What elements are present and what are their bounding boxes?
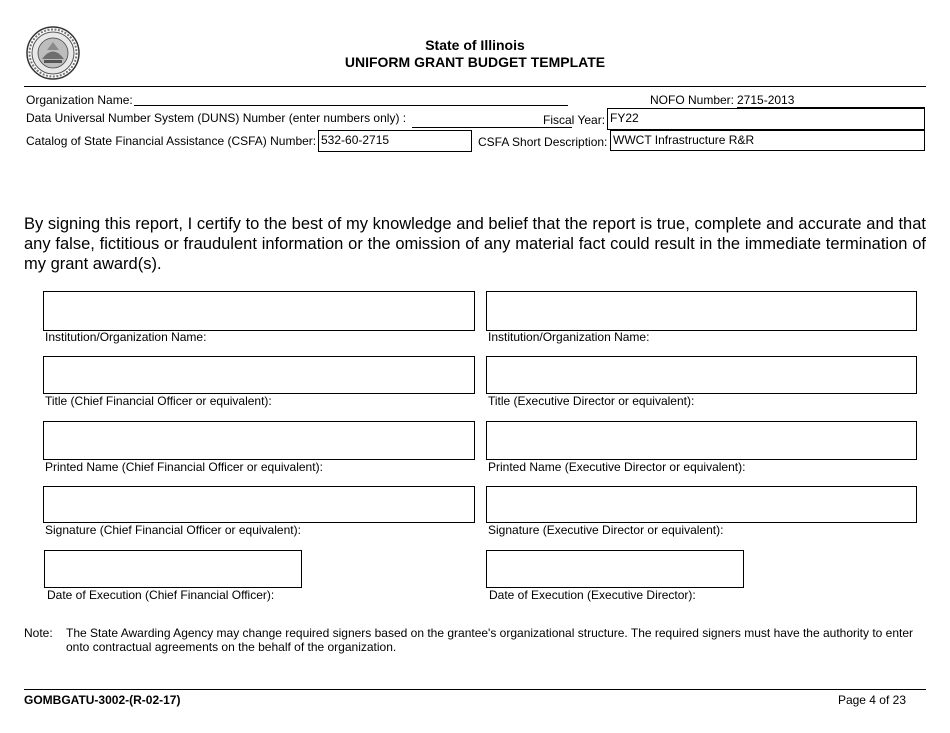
certification-statement: By signing this report, I certify to the best of my knowledge and belief that the report is true, complete and accurate and that any false, fictitious or fraudulent information or the omission of any material fact could result in the immediate termination of my grant award(s). bbox=[24, 215, 926, 273]
director-signature-label: Signature (Executive Director or equivalent): bbox=[488, 523, 724, 537]
header-divider bbox=[24, 86, 926, 87]
state-name: State of Illinois bbox=[425, 37, 525, 53]
director-date-label: Date of Execution (Executive Director): bbox=[489, 588, 696, 602]
nofo-number-label: NOFO Number: bbox=[650, 93, 735, 107]
cfo-printed-name-label: Printed Name (Chief Financial Officer or equivalent): bbox=[45, 460, 323, 474]
cfo-institution-label: Institution/Organization Name: bbox=[45, 330, 207, 344]
director-date-box[interactable] bbox=[486, 550, 744, 588]
page-number: Page 4 of 23 bbox=[837, 693, 906, 707]
cfo-date-label: Date of Execution (Chief Financial Officer): bbox=[47, 588, 275, 602]
director-institution-label: Institution/Organization Name: bbox=[488, 330, 650, 344]
duns-field[interactable] bbox=[412, 127, 572, 128]
footer-divider bbox=[24, 689, 926, 690]
director-title-box[interactable] bbox=[486, 356, 917, 394]
note-label: Note: bbox=[24, 626, 53, 640]
csfa-description-label: CSFA Short Description: bbox=[478, 135, 608, 149]
organization-name-label: Organization Name: bbox=[26, 93, 133, 107]
csfa-number-label: Catalog of State Financial Assistance (CSFA) Number: bbox=[26, 134, 317, 148]
cfo-printed-name-box[interactable] bbox=[43, 421, 475, 460]
csfa-number-field[interactable]: 532-60-2715 bbox=[318, 130, 472, 152]
fiscal-year-field[interactable]: FY22 bbox=[607, 108, 925, 130]
form-id: GOMBGATU-3002-(R-02-17) bbox=[24, 693, 181, 707]
director-institution-box[interactable] bbox=[486, 291, 917, 331]
state-seal-icon bbox=[26, 26, 80, 80]
page-title: UNIFORM GRANT BUDGET TEMPLATE bbox=[344, 54, 606, 70]
duns-label: Data Universal Number System (DUNS) Number (enter numbers only) : bbox=[26, 111, 407, 125]
cfo-signature-box[interactable] bbox=[43, 486, 475, 523]
cfo-signature-label: Signature (Chief Financial Officer or equivalent): bbox=[45, 523, 301, 537]
note-text: The State Awarding Agency may change required signers based on the grantee's organizational structure. The required signers must have the authority to enter onto contractual agreements on the behalf of the organization. bbox=[66, 626, 914, 654]
nofo-number-field[interactable]: 2715-2013 bbox=[737, 93, 925, 108]
director-signature-box[interactable] bbox=[486, 486, 917, 523]
cfo-title-label: Title (Chief Financial Officer or equivalent): bbox=[45, 394, 272, 408]
fiscal-year-label: Fiscal Year: bbox=[543, 113, 606, 127]
director-printed-name-box[interactable] bbox=[486, 421, 917, 460]
director-title-label: Title (Executive Director or equivalent): bbox=[488, 394, 695, 408]
cfo-title-box[interactable] bbox=[43, 356, 475, 394]
director-printed-name-label: Printed Name (Executive Director or equivalent): bbox=[488, 460, 746, 474]
organization-name-field[interactable] bbox=[134, 105, 568, 106]
cfo-institution-box[interactable] bbox=[43, 291, 475, 331]
cfo-date-box[interactable] bbox=[44, 550, 302, 588]
csfa-description-field[interactable]: WWCT Infrastructure R&R bbox=[610, 130, 925, 151]
